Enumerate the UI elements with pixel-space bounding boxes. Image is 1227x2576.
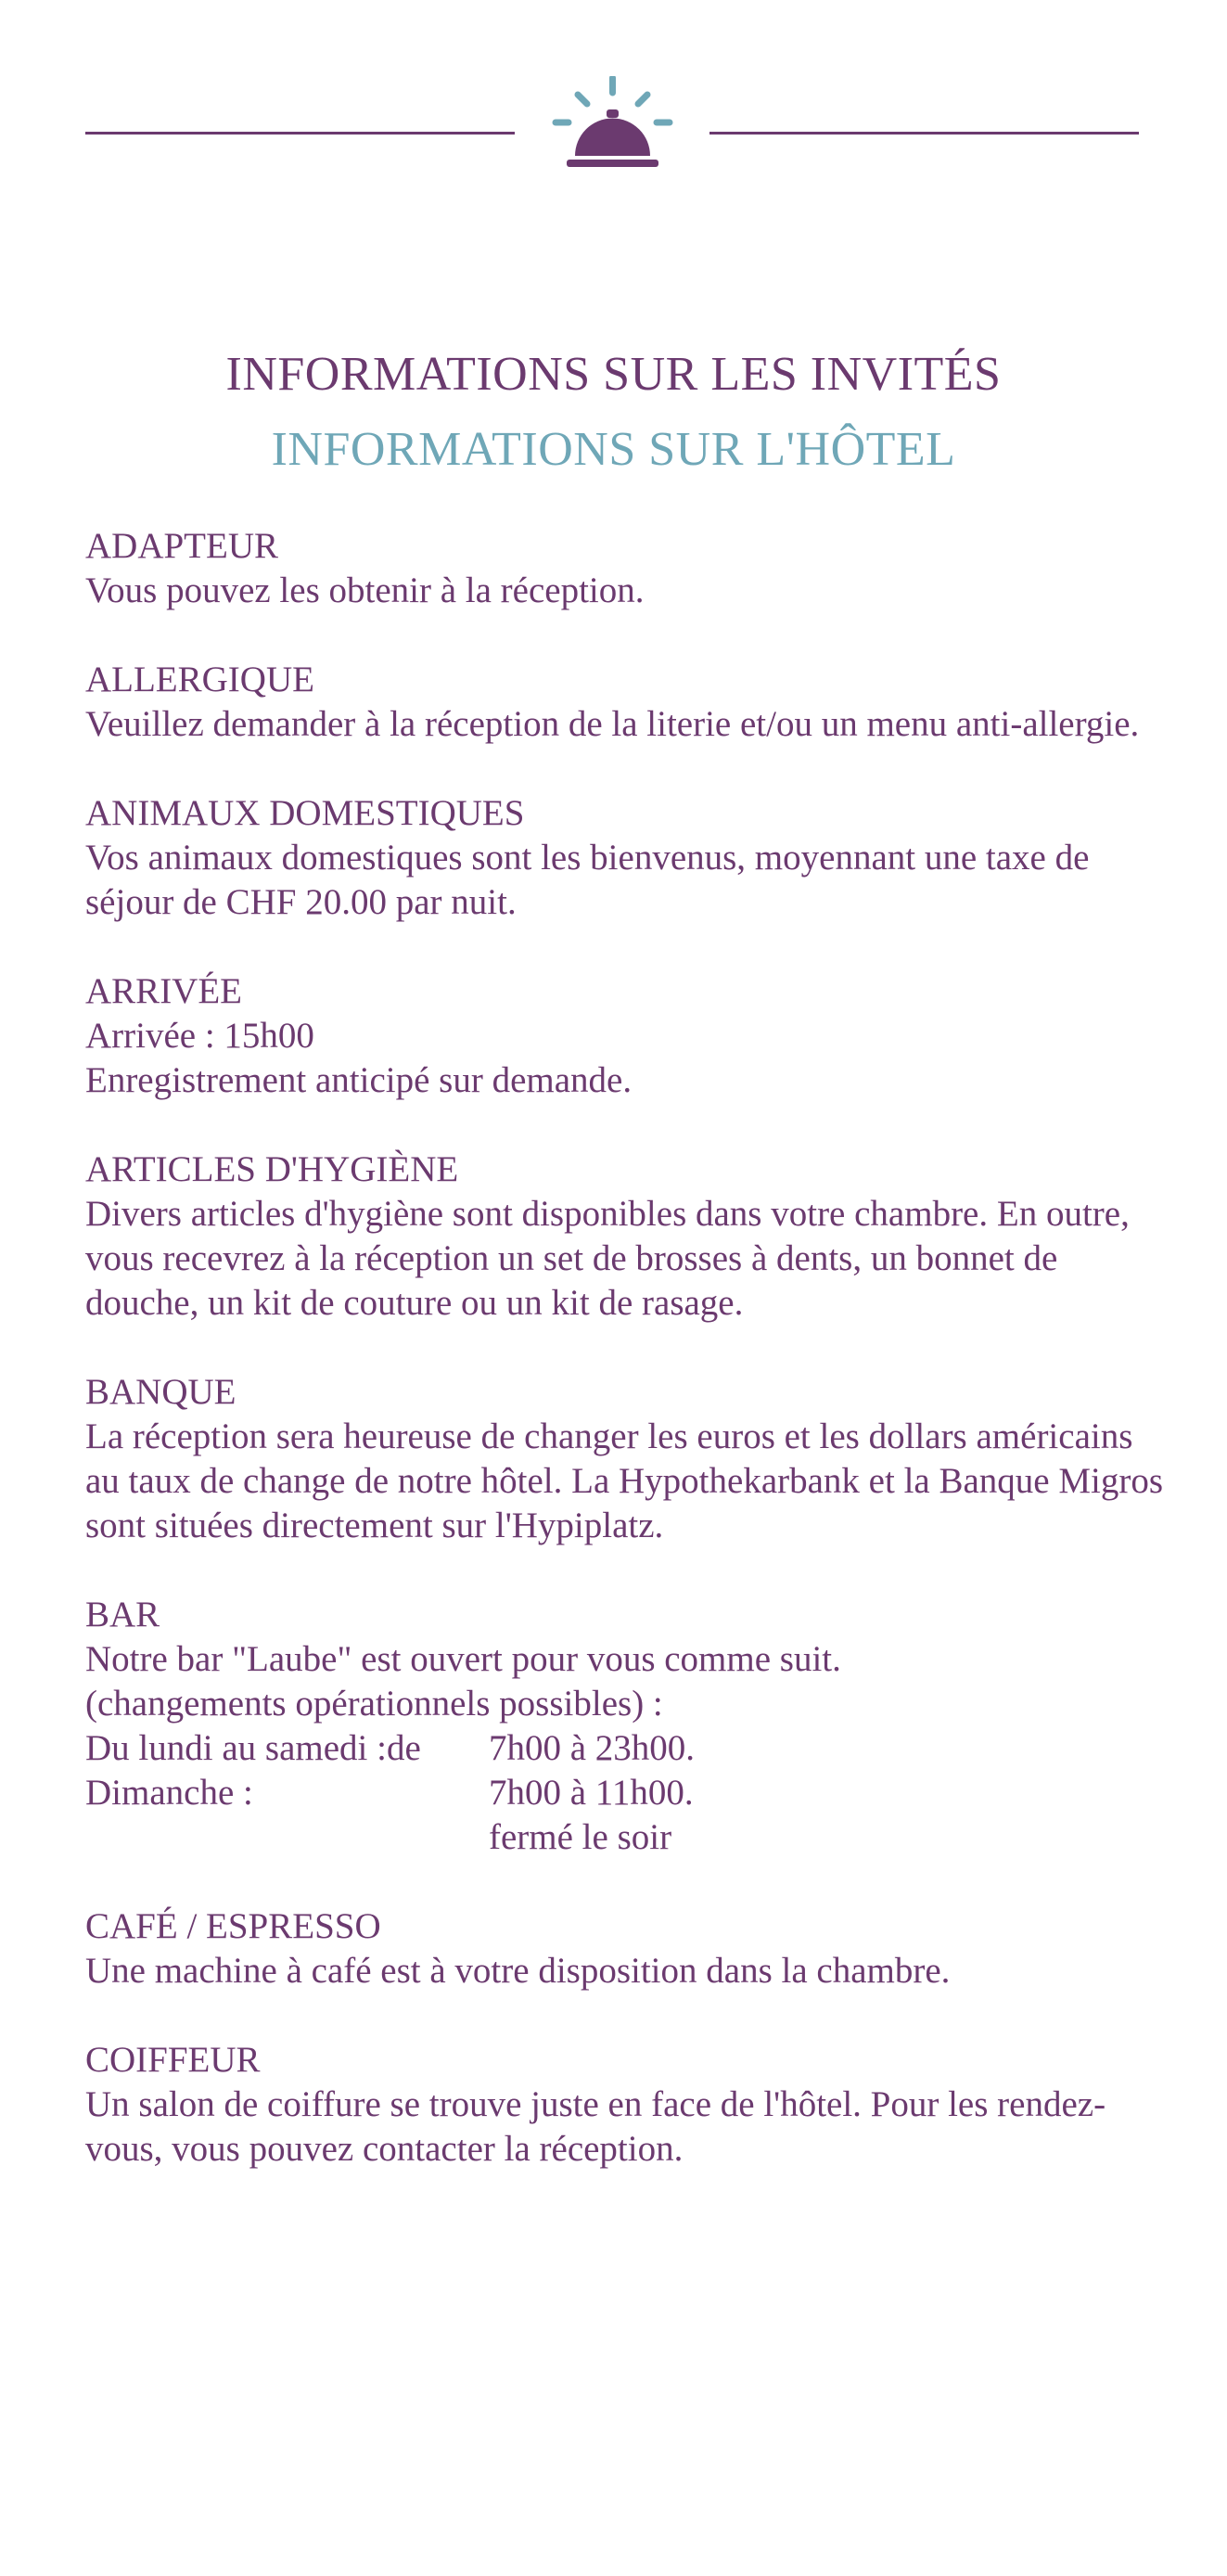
section-body bbox=[85, 1014, 1170, 1103]
hours-day: Du lundi au samedi :de bbox=[85, 1728, 421, 1768]
reception-bell-icon bbox=[550, 76, 675, 173]
section-adapteur bbox=[85, 524, 1170, 613]
section-body bbox=[85, 2083, 1170, 2172]
section-title: BAR bbox=[85, 1595, 160, 1634]
section-title: ALLERGIQUE bbox=[85, 660, 314, 699]
section-body bbox=[85, 1949, 1170, 1993]
section-text: Vos animaux domestiques sont les bienvenus, moyennant une taxe de séjour de CHF 20.00 par nuit. bbox=[85, 838, 1090, 922]
section-title: ARTICLES D'HYGIÈNE bbox=[85, 1149, 459, 1189]
section-body bbox=[85, 1415, 1170, 1548]
hours-time: 7h00 à 11h00. bbox=[489, 1773, 694, 1813]
section-bar bbox=[85, 1593, 1170, 1860]
section-title: ARRIVÉE bbox=[85, 971, 242, 1011]
guest-info-title: INFORMATIONS SUR LES INVITÉS bbox=[225, 348, 1002, 401]
section-text: La réception sera heureuse de changer les euros et les dollars américains au taux de change de notre hôtel. La Hypothekarbank et la Banque Migros sont situées directement sur l'Hypiplatz. bbox=[85, 1416, 1164, 1545]
header-divider-left bbox=[85, 132, 515, 135]
hours-time: 7h00 à 23h00. bbox=[489, 1728, 696, 1768]
arrival-time: Arrivée : 15h00 bbox=[85, 1016, 314, 1056]
section-text: Veuillez demander à la réception de la literie et/ou un menu anti-allergie. bbox=[85, 704, 1140, 744]
bar-intro-note: (changements opérationnels possibles) : bbox=[85, 1684, 663, 1724]
section-body bbox=[85, 569, 1170, 613]
section-body bbox=[85, 1192, 1170, 1326]
section-articles-hygiene bbox=[85, 1147, 1170, 1326]
section-title: ANIMAUX DOMESTIQUES bbox=[85, 793, 525, 833]
bar-intro: Notre bar "Laube" est ouvert pour vous comme suit. bbox=[85, 1639, 841, 1679]
section-banque bbox=[85, 1370, 1170, 1548]
hours-time: fermé le soir bbox=[489, 1817, 672, 1857]
page-header bbox=[0, 0, 1227, 186]
bar-hours-table bbox=[85, 1726, 1170, 1860]
section-title: BANQUE bbox=[85, 1372, 236, 1412]
section-body bbox=[85, 1637, 1170, 1726]
section-coiffeur bbox=[85, 2038, 1170, 2172]
header-divider-right bbox=[709, 132, 1139, 135]
section-body bbox=[85, 836, 1170, 925]
hours-day bbox=[85, 1815, 489, 1860]
section-text: Un salon de coiffure se trouve juste en face de l'hôtel. Pour les rendez-vous, vous pouvez contacter la réception. bbox=[85, 2084, 1106, 2169]
section-text: Une machine à café est à votre disposition dans la chambre. bbox=[85, 1951, 951, 1991]
section-title: CAFÉ / ESPRESSO bbox=[85, 1906, 381, 1946]
early-checkin-note: Enregistrement anticipé sur demande. bbox=[85, 1060, 633, 1100]
info-list bbox=[85, 524, 1170, 2216]
section-body bbox=[85, 702, 1170, 747]
hotel-info-title: INFORMATIONS SUR L'HÔTEL bbox=[271, 423, 956, 476]
section-cafe-espresso bbox=[85, 1904, 1170, 1993]
section-arrivee bbox=[85, 969, 1170, 1103]
hours-day: Dimanche : bbox=[85, 1773, 253, 1813]
section-text: Divers articles d'hygiène sont disponibles dans votre chambre. En outre, vous recevrez à la réception un set de brosses à dents, un bonnet de douche, un kit de couture ou un kit de rasage. bbox=[85, 1194, 1130, 1323]
section-allergique bbox=[85, 658, 1170, 747]
section-animaux-domestiques bbox=[85, 791, 1170, 925]
section-title: ADAPTEUR bbox=[85, 526, 279, 566]
section-title: COIFFEUR bbox=[85, 2040, 261, 2080]
section-text: Vous pouvez les obtenir à la réception. bbox=[85, 570, 645, 610]
page-titles bbox=[0, 340, 1227, 490]
